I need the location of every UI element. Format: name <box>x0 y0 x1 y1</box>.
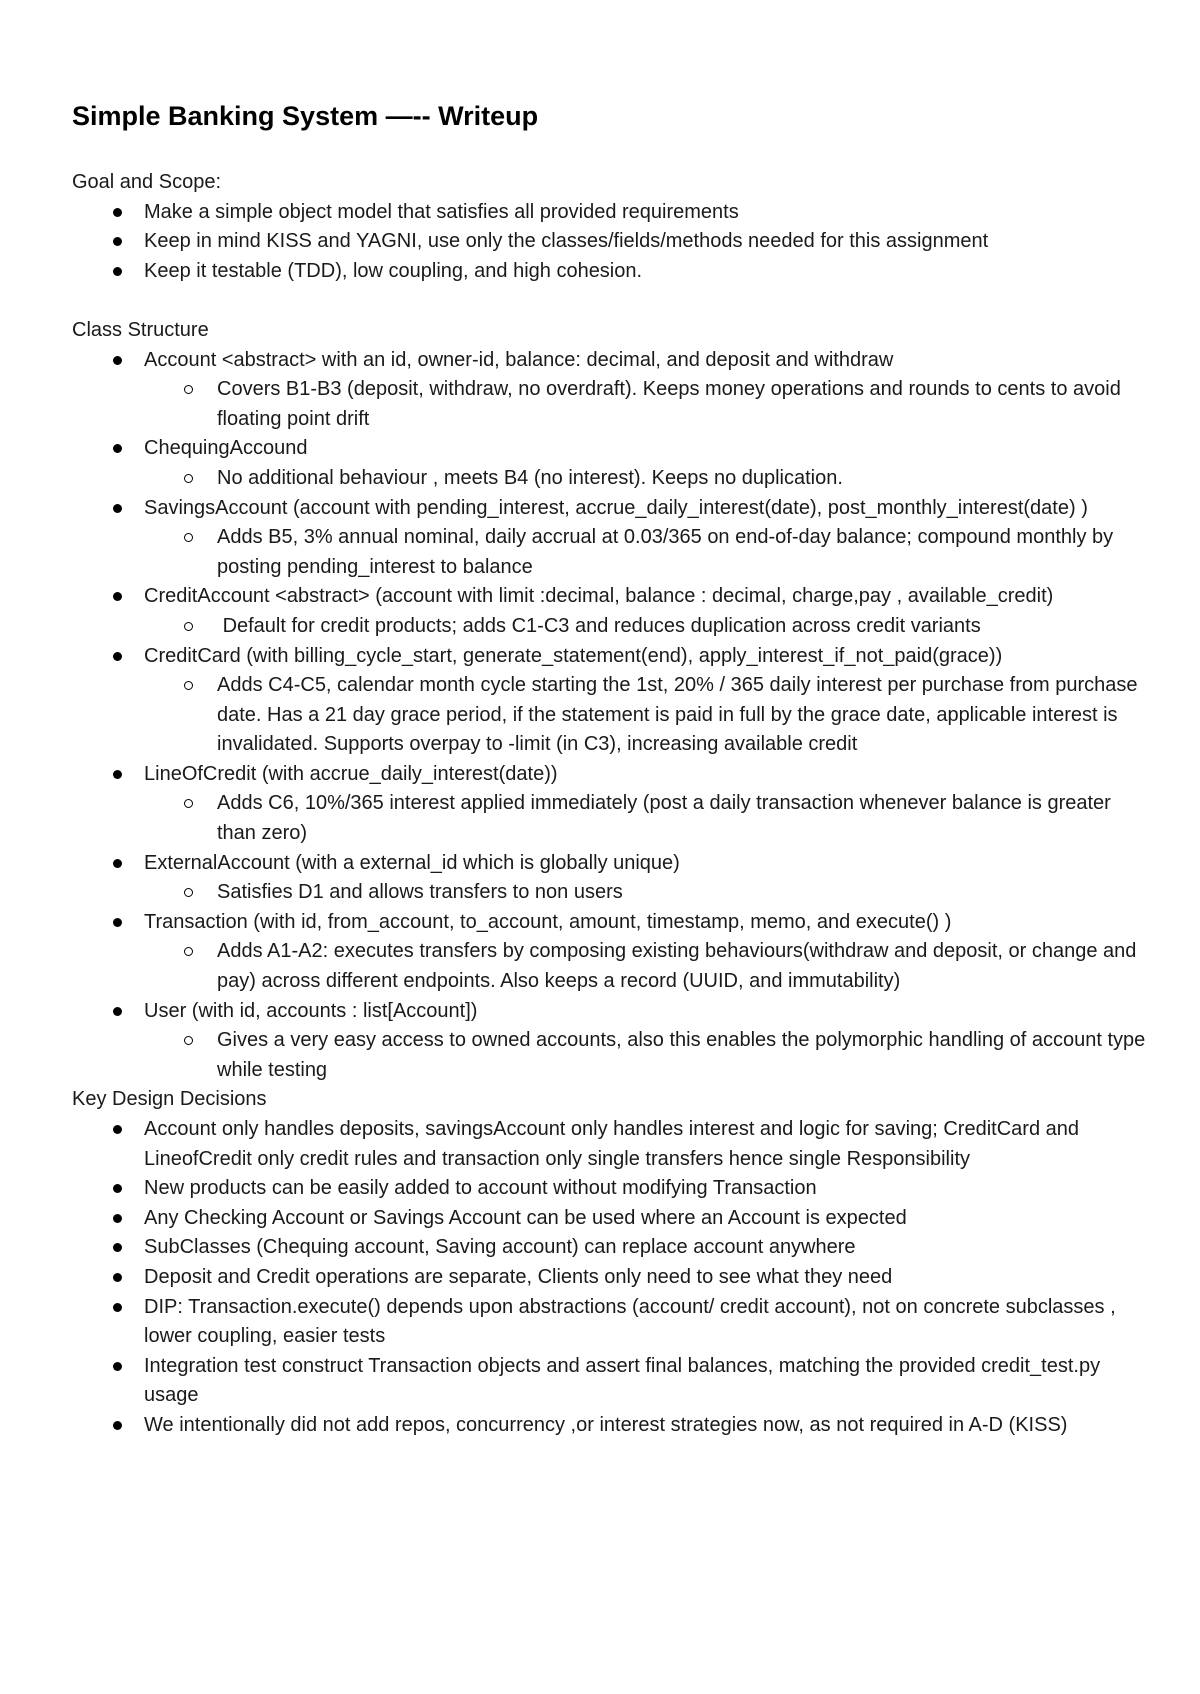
bullet-icon <box>113 770 122 779</box>
bullet-icon <box>113 1184 122 1193</box>
bullet-icon <box>113 1125 122 1134</box>
sub-list-item: Adds C4-C5, calendar month cycle starting the 1st, 20% / 365 daily interest per purchase from purchase date. Has a 21 day grace period, if the statement is paid in full by the grace date, applicable interest is invalidated. Supports overpay to -limit (in C3), increasing available credit <box>72 671 1152 760</box>
bullet-icon <box>113 444 122 453</box>
list-item: Any Checking Account or Savings Account can be used where an Account is expected <box>72 1204 1152 1234</box>
bullet-icon <box>113 918 122 927</box>
list-item: CreditAccount <abstract> (account with limit :decimal, balance : decimal, charge,pay , available_credit) Default for credit products; adds C1-C3 and reduces duplication across credit variants <box>72 582 1152 641</box>
circle-bullet-icon <box>184 681 193 690</box>
list-item: DIP: Transaction.execute() depends upon abstractions (account/ credit account), not on concrete subclasses , lower coupling, easier tests <box>72 1293 1152 1352</box>
sub-list-item: Gives a very easy access to owned accounts, also this enables the polymorphic handling of account type while testing <box>72 1026 1152 1085</box>
class-structure-list <box>72 346 1152 1086</box>
key-design-decisions-list <box>72 1115 1152 1441</box>
list-item: New products can be easily added to account without modifying Transaction <box>72 1174 1152 1204</box>
bullet-icon <box>113 237 122 246</box>
bullet-icon <box>113 1421 122 1430</box>
list-item: LineOfCredit (with accrue_daily_interest(date)) Adds C6, 10%/365 interest applied immediately (post a daily transaction whenever balance is greater than zero) <box>72 760 1152 849</box>
bullet-icon <box>113 356 122 365</box>
list-item: User (with id, accounts : list[Account]) Gives a very easy access to owned accounts, also this enables the polymorphic handling of account type while testing <box>72 997 1152 1086</box>
bullet-icon <box>113 504 122 513</box>
list-item: Keep it testable (TDD), low coupling, and high cohesion. <box>72 257 1152 287</box>
circle-bullet-icon <box>184 947 193 956</box>
key-design-decisions-heading: Key Design Decisions <box>72 1088 267 1111</box>
sub-list-item: No additional behaviour , meets B4 (no interest). Keeps no duplication. <box>72 464 1152 494</box>
bullet-icon <box>113 1214 122 1223</box>
sub-list-item: Adds C6, 10%/365 interest applied immediately (post a daily transaction whenever balance is greater than zero) <box>72 789 1152 848</box>
list-item: SavingsAccount (account with pending_interest, accrue_daily_interest(date), post_monthly_interest(date) ) Adds B5, 3% annual nominal, daily accrual at 0.03/365 on end-of-day balance; compound monthly by posting pending_interest to balance <box>72 494 1152 583</box>
bullet-icon <box>113 1303 122 1312</box>
list-item: CreditCard (with billing_cycle_start, generate_statement(end), apply_interest_if_not_paid(grace)) Adds C4-C5, calendar month cycle starting the 1st, 20% / 365 daily interest per purchase from purchase date. Has a 21 day grace period, if the statement is paid in full by the grace date, applicable interest is invalidated. Supports overpay to -limit (in C3), increasing available credit <box>72 642 1152 760</box>
list-item: ChequingAccound No additional behaviour , meets B4 (no interest). Keeps no duplication. <box>72 434 1152 493</box>
bullet-icon <box>113 1007 122 1016</box>
bullet-icon <box>113 1273 122 1282</box>
list-item: Deposit and Credit operations are separate, Clients only need to see what they need <box>72 1263 1152 1293</box>
list-item: ExternalAccount (with a external_id which is globally unique) Satisfies D1 and allows transfers to non users <box>72 849 1152 908</box>
list-item: Account only handles deposits, savingsAccount only handles interest and logic for saving; CreditCard and LineofCredit only credit rules and transaction only single transfers hence single Responsibility <box>72 1115 1152 1174</box>
bullet-icon <box>113 267 122 276</box>
goal-heading: Goal and Scope: <box>72 171 221 193</box>
sub-list-item: Adds A1-A2: executes transfers by composing existing behaviours(withdraw and deposit, or change and pay) across different endpoints. Also keeps a record (UUID, and immutability) <box>72 937 1152 996</box>
circle-bullet-icon <box>184 1036 193 1045</box>
sub-list-item: Default for credit products; adds C1-C3 and reduces duplication across credit variants <box>72 612 1152 642</box>
sub-list-item: Covers B1-B3 (deposit, withdraw, no overdraft). Keeps money operations and rounds to cents to avoid floating point drift <box>72 375 1152 434</box>
bullet-icon <box>113 1243 122 1252</box>
list-item: Make a simple object model that satisfies all provided requirements <box>72 198 1152 228</box>
sub-list-item: Adds B5, 3% annual nominal, daily accrual at 0.03/365 on end-of-day balance; compound monthly by posting pending_interest to balance <box>72 523 1152 582</box>
circle-bullet-icon <box>184 622 193 631</box>
list-item: Integration test construct Transaction objects and assert final balances, matching the provided credit_test.py usage <box>72 1352 1152 1411</box>
circle-bullet-icon <box>184 474 193 483</box>
bullet-icon <box>113 652 122 661</box>
circle-bullet-icon <box>184 799 193 808</box>
circle-bullet-icon <box>184 888 193 897</box>
list-item: We intentionally did not add repos, concurrency ,or interest strategies now, as not required in A-D (KISS) <box>72 1411 1152 1441</box>
circle-bullet-icon <box>184 533 193 542</box>
bullet-icon <box>113 1362 122 1371</box>
circle-bullet-icon <box>184 385 193 394</box>
class-structure-heading: Class Structure <box>72 318 209 341</box>
sub-list-item: Satisfies D1 and allows transfers to non users <box>72 878 1152 908</box>
bullet-icon <box>113 592 122 601</box>
list-item: Keep in mind KISS and YAGNI, use only the classes/fields/methods needed for this assignment <box>72 227 1152 257</box>
list-item: Account <abstract> with an id, owner-id, balance: decimal, and deposit and withdraw Covers B1-B3 (deposit, withdraw, no overdraft). Keeps money operations and rounds to cents to avoid floating point drift <box>72 346 1152 435</box>
bullet-icon <box>113 208 122 217</box>
bullet-icon <box>113 859 122 868</box>
list-item: SubClasses (Chequing account, Saving account) can replace account anywhere <box>72 1233 1152 1263</box>
document <box>72 96 1152 1441</box>
list-item: Transaction (with id, from_account, to_account, amount, timestamp, memo, and execute() ) Adds A1-A2: executes transfers by composing existing behaviours(withdraw and deposit, or change and pay) across different endpoints. Also keeps a record (UUID, and immutability) <box>72 908 1152 997</box>
document-title: Simple Banking System —-- Writeup <box>72 101 539 131</box>
goal-list <box>72 198 1152 287</box>
